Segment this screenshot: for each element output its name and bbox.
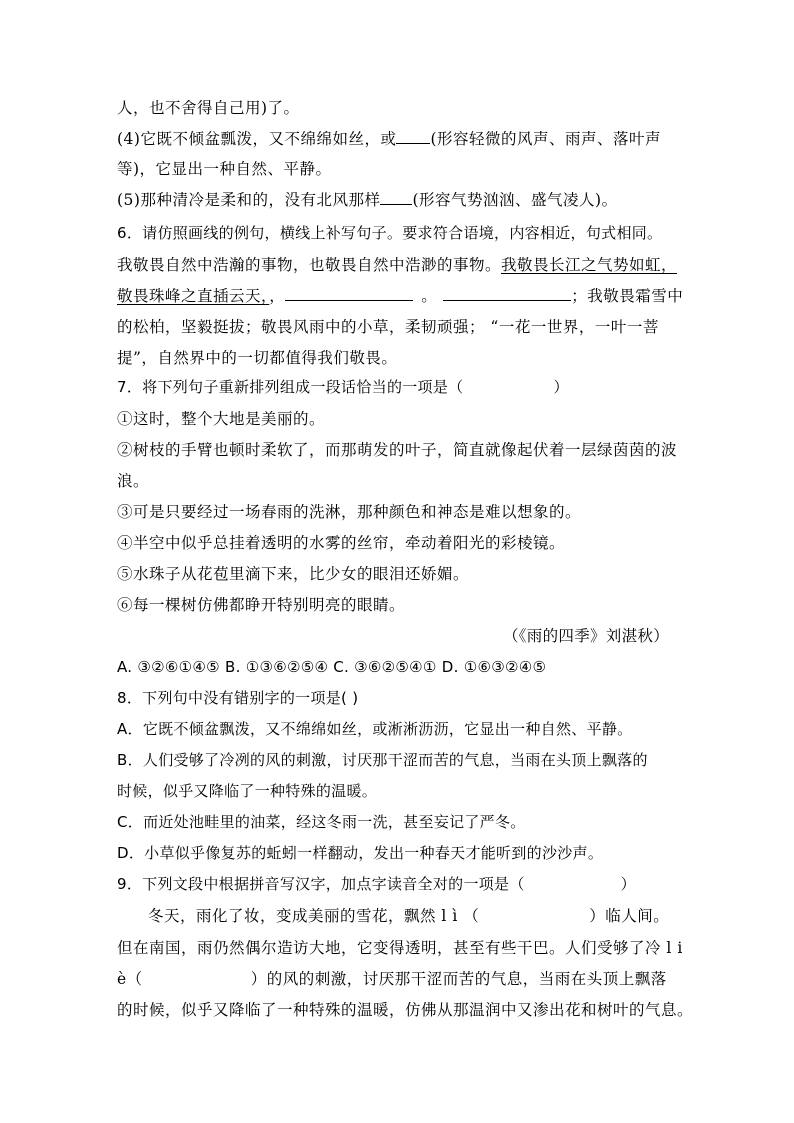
text: 提”，自然界中的一切都值得我们敬畏。 (117, 349, 398, 367)
q9-passage-line-4 (117, 1000, 693, 1020)
q6-line-3 (117, 317, 659, 337)
text: 但在南国，雨仍然偶尔造访大地，它变得透明，甚至有些干巴。人们受够了冷 l i (117, 939, 683, 957)
question-6 (117, 223, 662, 243)
text: ） (620, 875, 636, 893)
question-7 (117, 377, 569, 397)
text: A．它既不倾盆飘泼，又不绵绵如丝，或淅淅沥沥，它显出一种自然、平静。 (117, 720, 633, 738)
source-citation (503, 626, 669, 646)
text: (4)它既不倾盆瓢泼，又不绵绵如丝，或 (117, 130, 397, 148)
sentence-6 (117, 595, 405, 615)
text: (5)那种清冷是柔和的，没有北风那样 (117, 191, 381, 209)
question-8 (117, 688, 358, 708)
question-text: 8．下列句中没有错别字的一项是( ) (117, 689, 359, 707)
q8-option-a (117, 719, 632, 739)
passage-line (117, 98, 300, 118)
underlined-example: 我敬畏长江之气势如虹， (501, 256, 678, 274)
question-text: 6．请仿照画线的例句，横线上补写句子。要求符合语境，内容相近，句式相同。 (117, 224, 663, 242)
underlined-example: 敬畏珠峰之直插云天， (117, 287, 270, 305)
text: ④半空中似乎总挂着透明的水雾的丝帘，牵动着阳光的彩棱镜。 (117, 534, 566, 552)
text: ） (553, 378, 569, 396)
sentence-1 (117, 409, 325, 429)
q8-option-b-cont (117, 781, 377, 801)
text: 人，也不舍得自己用)了。 (117, 99, 300, 117)
text: B．人们受够了冷冽的风的刺激，讨厌那干涩而苦的气息，当雨在头顶上飘落的 (117, 751, 648, 769)
text: ⑥每一棵树仿佛都睁开特别明亮的眼睛。 (117, 596, 406, 614)
q8-option-c (117, 812, 526, 832)
q5-item-4 (117, 129, 661, 149)
text: ；我敬畏霜雪中 (571, 287, 684, 305)
question-text: 9．下列文段中根据拼音写汉字，加点字读音全对的一项是（ (117, 875, 525, 893)
q5-item-5 (117, 190, 618, 210)
answer-blank[interactable] (285, 286, 413, 301)
text: D．小草似乎像复苏的蚯蚓一样翻动，发出一种春天才能听到的沙沙声。 (117, 844, 604, 862)
sentence-5 (117, 564, 469, 584)
q6-line-4 (117, 348, 397, 368)
q6-line-1 (117, 255, 677, 275)
answer-blank[interactable] (380, 190, 412, 205)
text: ）的风的刺激，讨厌那干涩而苦的气息，当雨在头顶上飘落 (250, 970, 667, 988)
text: ③可是只要经过一场春雨的洗淋，那种颜色和神态是难以想象的。 (117, 503, 582, 521)
text: ①这时，整个大地是美丽的。 (117, 410, 326, 428)
text: 的松柏，坚毅挺拔；敬畏风雨中的小草，柔韧顽强； “一花一世界，一叶一菩 (117, 318, 659, 336)
text: (形容气势汹汹、盛气凌人)。 (412, 191, 618, 209)
text: ）临人间。 (589, 907, 670, 925)
q9-passage-line-3 (117, 969, 667, 989)
text: (形容轻微的风声、雨声、落叶声 (430, 130, 662, 148)
text: 。 (421, 287, 438, 305)
sentence-2 (117, 440, 677, 460)
q7-options (117, 657, 546, 677)
q9-passage-line-1 (148, 906, 669, 926)
options-text: A. ③②⑥①④⑤ B. ①③⑥②⑤④ C. ③⑥②⑤④① D. ①⑥③②④⑤ (117, 658, 547, 676)
sentence-3 (117, 502, 581, 522)
q5-item-4-cont (117, 159, 332, 179)
q6-line-2 (117, 286, 683, 306)
text: 我敬畏自然中浩瀚的事物，也敬畏自然中浩渺的事物。 (117, 256, 502, 274)
text: C．而近处池畦里的油菜，经这冬雨一洗，甚至妄记了严冬。 (117, 813, 526, 831)
text: è（ (117, 970, 143, 988)
answer-blank[interactable] (443, 286, 571, 301)
text: 的时候，似乎又降临了一种特殊的温暖，仿佛从那温润中又渗出花和树叶的气息。 (117, 1001, 694, 1019)
q9-passage-line-2 (117, 938, 683, 958)
text: 时候，似乎又降临了一种特殊的温暖。 (117, 782, 378, 800)
text: ②树枝的手臂也顿时柔软了，而那萌发的叶子，简直就像起伏着一层绿茵茵的波 (117, 441, 678, 459)
text: 等)，它显出一种自然、平静。 (117, 160, 332, 178)
text: ⑤水珠子从花苞里滴下来，比少女的眼泪还娇媚。 (117, 565, 470, 583)
text: ， (269, 287, 286, 305)
question-text: 7．将下列句子重新排列组成一段话恰当的一项是（ (117, 378, 464, 396)
q8-option-b (117, 750, 648, 770)
question-9 (117, 874, 636, 894)
sentence-4 (117, 533, 565, 553)
q8-option-d (117, 843, 603, 863)
sentence-2-cont (117, 471, 149, 491)
answer-blank[interactable] (396, 129, 430, 144)
text: 冬天，雨化了妆，变成美丽的雪花，飘然 l ì （ (148, 907, 480, 925)
text: （《雨的四季》刘湛秋） (502, 627, 669, 645)
text: 浪。 (117, 472, 150, 490)
